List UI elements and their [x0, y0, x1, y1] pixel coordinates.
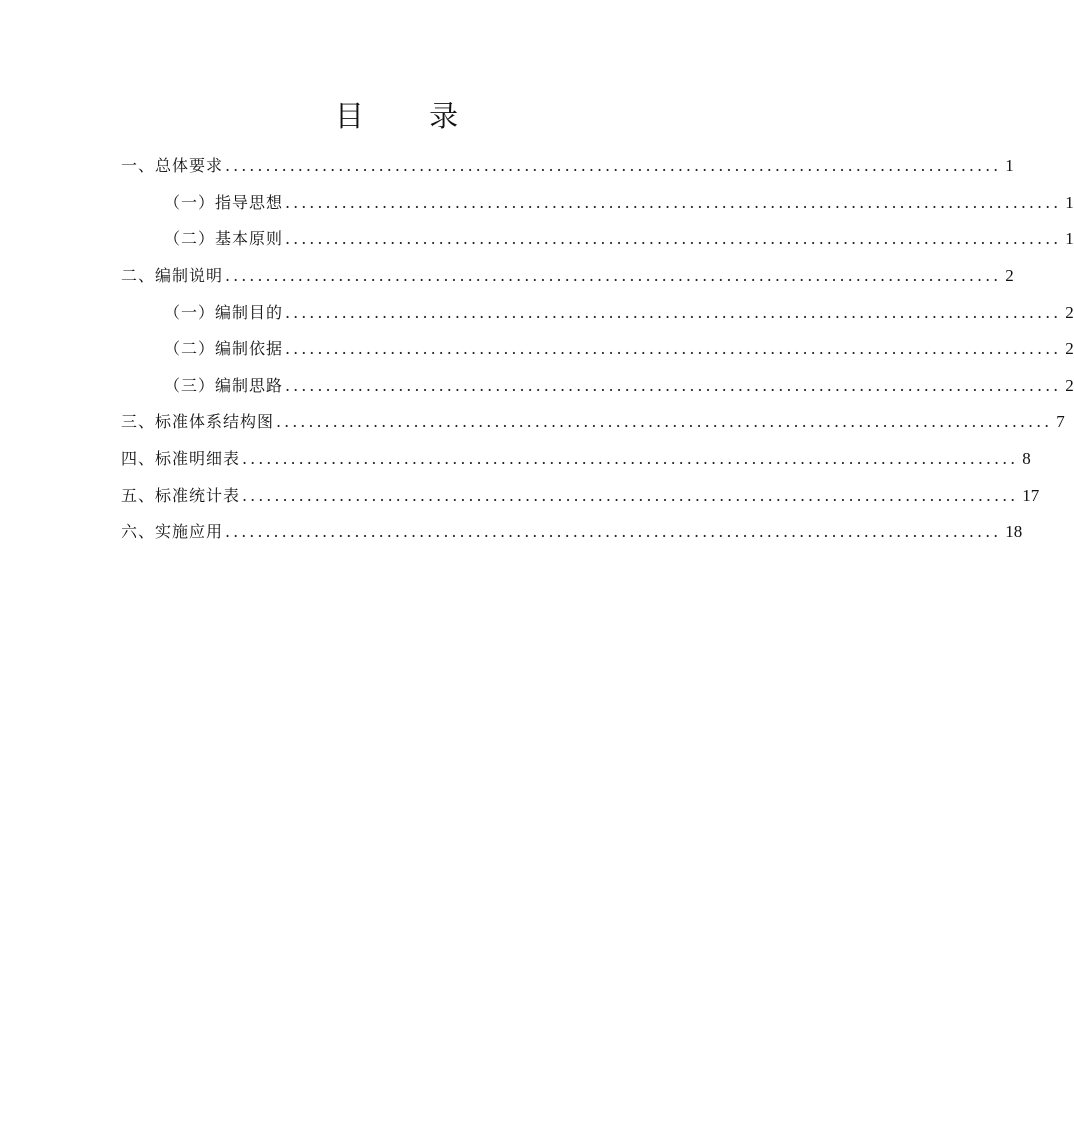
toc-entry-page-number: 1	[1065, 229, 1074, 249]
dot-leader: ................................................................................................	[285, 192, 1062, 212]
toc-entry[interactable]	[121, 477, 1040, 514]
toc-entry-label: （二）基本原则	[164, 229, 284, 249]
dot-leader: ................................................................................................	[285, 302, 1062, 322]
toc-list	[121, 148, 1074, 551]
toc-entry-page-number: 2	[1005, 266, 1014, 286]
toc-entry-label: （一）编制目的	[164, 302, 284, 322]
toc-entry-label: 四、标准明细表	[121, 449, 241, 469]
toc-entry[interactable]	[121, 148, 1014, 185]
dot-leader: ................................................................................................	[276, 412, 1053, 432]
toc-entry[interactable]	[121, 221, 1074, 258]
toc-entry[interactable]	[121, 294, 1074, 331]
toc-entry-label: 三、标准体系结构图	[121, 412, 275, 432]
toc-entry-label: （一）指导思想	[164, 192, 284, 212]
toc-entry-page-number: 1	[1065, 192, 1074, 212]
toc-entry-page-number: 1	[1005, 156, 1014, 176]
toc-entry-page-number: 2	[1065, 339, 1074, 359]
toc-entry-page-number: 18	[1005, 522, 1023, 542]
toc-entry-label: 二、编制说明	[121, 266, 224, 286]
dot-leader: ................................................................................................	[285, 339, 1062, 359]
toc-entry[interactable]	[121, 514, 1023, 551]
dot-leader: ................................................................................................	[225, 522, 1002, 542]
dot-leader: ................................................................................................	[242, 485, 1019, 505]
dot-leader: ................................................................................................	[285, 375, 1062, 395]
toc-entry[interactable]	[121, 331, 1074, 368]
toc-entry[interactable]	[121, 258, 1014, 295]
toc-entry-label: （三）编制思路	[164, 375, 284, 395]
dot-leader: ................................................................................................	[242, 449, 1019, 469]
toc-entry[interactable]	[121, 185, 1074, 222]
toc-entry-label: 一、总体要求	[121, 156, 224, 176]
toc-entry-page-number: 17	[1022, 485, 1040, 505]
toc-entry-label: （二）编制依据	[164, 339, 284, 359]
toc-title: 目 录	[334, 99, 487, 133]
toc-entry-page-number: 8	[1022, 449, 1031, 469]
toc-entry-label: 六、实施应用	[121, 522, 224, 542]
dot-leader: ................................................................................................	[285, 229, 1062, 249]
dot-leader: ................................................................................................	[225, 266, 1002, 286]
toc-entry[interactable]	[121, 404, 1065, 441]
toc-entry[interactable]	[121, 441, 1031, 478]
dot-leader: ................................................................................................	[225, 156, 1002, 176]
toc-entry-page-number: 7	[1056, 412, 1065, 432]
toc-entry-page-number: 2	[1065, 375, 1074, 395]
toc-entry-page-number: 2	[1065, 302, 1074, 322]
toc-entry-label: 五、标准统计表	[121, 485, 241, 505]
toc-entry[interactable]	[121, 368, 1074, 405]
